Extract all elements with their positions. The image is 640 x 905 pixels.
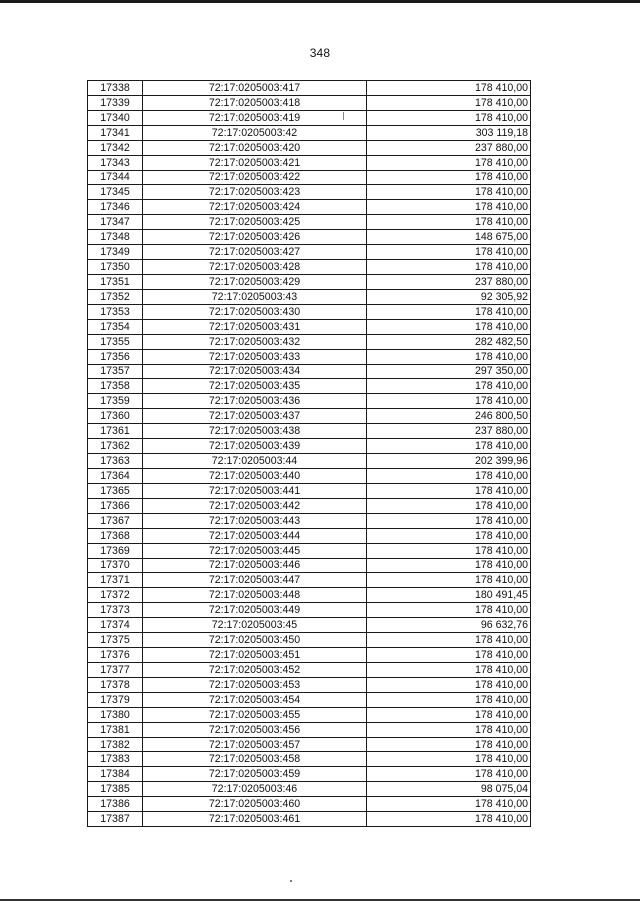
table-row	[88, 513, 531, 528]
cadastral-number-cell: 72:17:0205003:42	[143, 125, 367, 140]
table-row	[88, 797, 531, 812]
table-row	[88, 319, 531, 334]
row-number-cell: 17376	[88, 648, 143, 663]
cadastral-value-cell: 178 410,00	[367, 648, 531, 663]
cadastral-number-cell: 72:17:0205003:419	[143, 110, 367, 125]
row-number-cell: 17362	[88, 439, 143, 454]
cadastral-value-cell: 178 410,00	[367, 349, 531, 364]
row-number-cell: 17359	[88, 394, 143, 409]
cadastral-value-cell: 178 410,00	[367, 185, 531, 200]
cadastral-value-cell: 178 410,00	[367, 260, 531, 275]
table-row	[88, 140, 531, 155]
row-number-cell: 17381	[88, 722, 143, 737]
row-number-cell: 17345	[88, 185, 143, 200]
cadastral-number-cell: 72:17:0205003:432	[143, 334, 367, 349]
row-number-cell: 17343	[88, 155, 143, 170]
cadastral-value-cell: 178 410,00	[367, 662, 531, 677]
cadastral-number-cell: 72:17:0205003:45	[143, 618, 367, 633]
cadastral-number-cell: 72:17:0205003:451	[143, 648, 367, 663]
cadastral-number-cell: 72:17:0205003:425	[143, 215, 367, 230]
row-number-cell: 17341	[88, 125, 143, 140]
row-number-cell: 17370	[88, 558, 143, 573]
row-number-cell: 17352	[88, 289, 143, 304]
cadastral-number-cell: 72:17:0205003:460	[143, 797, 367, 812]
cadastral-number-cell: 72:17:0205003:46	[143, 782, 367, 797]
row-number-cell: 17364	[88, 468, 143, 483]
table-row	[88, 260, 531, 275]
row-number-cell: 17378	[88, 677, 143, 692]
cadastral-number-cell: 72:17:0205003:417	[143, 81, 367, 96]
cadastral-number-cell: 72:17:0205003:43	[143, 289, 367, 304]
table-row	[88, 528, 531, 543]
cadastral-value-cell: 178 410,00	[367, 439, 531, 454]
cadastral-number-cell: 72:17:0205003:426	[143, 230, 367, 245]
row-number-cell: 17383	[88, 752, 143, 767]
cadastral-number-cell: 72:17:0205003:453	[143, 677, 367, 692]
cadastral-value-cell: 178 410,00	[367, 543, 531, 558]
table-row	[88, 215, 531, 230]
row-number-cell: 17339	[88, 95, 143, 110]
cadastral-value-cell: 178 410,00	[367, 498, 531, 513]
row-number-cell: 17351	[88, 274, 143, 289]
table-row	[88, 409, 531, 424]
table-row	[88, 230, 531, 245]
cadastral-number-cell: 72:17:0205003:450	[143, 633, 367, 648]
cadastral-value-cell: 178 410,00	[367, 170, 531, 185]
table-row	[88, 364, 531, 379]
cadastral-value-cell: 178 410,00	[367, 200, 531, 215]
registry-table-body	[88, 81, 531, 827]
scan-mark	[343, 112, 344, 120]
cadastral-number-cell: 72:17:0205003:443	[143, 513, 367, 528]
table-row	[88, 81, 531, 96]
row-number-cell: 17385	[88, 782, 143, 797]
cadastral-value-cell: 202 399,96	[367, 454, 531, 469]
cadastral-value-cell: 282 482,50	[367, 334, 531, 349]
row-number-cell: 17373	[88, 603, 143, 618]
row-number-cell: 17354	[88, 319, 143, 334]
cadastral-value-cell: 246 800,50	[367, 409, 531, 424]
cadastral-value-cell: 178 410,00	[367, 573, 531, 588]
table-row	[88, 394, 531, 409]
table-row	[88, 767, 531, 782]
cadastral-number-cell: 72:17:0205003:454	[143, 692, 367, 707]
cadastral-value-cell: 178 410,00	[367, 603, 531, 618]
cadastral-value-cell: 178 410,00	[367, 319, 531, 334]
cadastral-number-cell: 72:17:0205003:440	[143, 468, 367, 483]
cadastral-number-cell: 72:17:0205003:433	[143, 349, 367, 364]
table-row	[88, 245, 531, 260]
row-number-cell: 17338	[88, 81, 143, 96]
cadastral-number-cell: 72:17:0205003:452	[143, 662, 367, 677]
cadastral-value-cell: 178 410,00	[367, 81, 531, 96]
row-number-cell: 17347	[88, 215, 143, 230]
table-row	[88, 125, 531, 140]
cadastral-number-cell: 72:17:0205003:442	[143, 498, 367, 513]
row-number-cell: 17349	[88, 245, 143, 260]
cadastral-number-cell: 72:17:0205003:434	[143, 364, 367, 379]
cadastral-value-cell: 92 305,92	[367, 289, 531, 304]
table-row	[88, 334, 531, 349]
row-number-cell: 17377	[88, 662, 143, 677]
table-row	[88, 483, 531, 498]
cadastral-number-cell: 72:17:0205003:420	[143, 140, 367, 155]
cadastral-value-cell: 178 410,00	[367, 468, 531, 483]
table-row	[88, 692, 531, 707]
table-row	[88, 379, 531, 394]
table-row	[88, 170, 531, 185]
cadastral-number-cell: 72:17:0205003:435	[143, 379, 367, 394]
row-number-cell: 17365	[88, 483, 143, 498]
cadastral-value-cell: 178 410,00	[367, 737, 531, 752]
cadastral-value-cell: 303 119,18	[367, 125, 531, 140]
cadastral-number-cell: 72:17:0205003:44	[143, 454, 367, 469]
table-row	[88, 707, 531, 722]
table-row	[88, 454, 531, 469]
cadastral-number-cell: 72:17:0205003:461	[143, 812, 367, 827]
row-number-cell: 17348	[88, 230, 143, 245]
table-row	[88, 677, 531, 692]
cadastral-number-cell: 72:17:0205003:448	[143, 588, 367, 603]
cadastral-value-cell: 98 075,04	[367, 782, 531, 797]
table-row	[88, 752, 531, 767]
cadastral-value-cell: 178 410,00	[367, 812, 531, 827]
cadastral-number-cell: 72:17:0205003:447	[143, 573, 367, 588]
table-row	[88, 618, 531, 633]
row-number-cell: 17344	[88, 170, 143, 185]
cadastral-number-cell: 72:17:0205003:437	[143, 409, 367, 424]
cadastral-value-cell: 237 880,00	[367, 140, 531, 155]
top-rule	[0, 0, 640, 3]
cadastral-number-cell: 72:17:0205003:439	[143, 439, 367, 454]
cadastral-value-cell: 148 675,00	[367, 230, 531, 245]
cadastral-number-cell: 72:17:0205003:458	[143, 752, 367, 767]
table-row	[88, 155, 531, 170]
page-number: 348	[309, 46, 331, 60]
table-row	[88, 722, 531, 737]
table-row	[88, 603, 531, 618]
row-number-cell: 17363	[88, 454, 143, 469]
cadastral-value-cell: 178 410,00	[367, 797, 531, 812]
row-number-cell: 17386	[88, 797, 143, 812]
cadastral-value-cell: 178 410,00	[367, 394, 531, 409]
row-number-cell: 17350	[88, 260, 143, 275]
cadastral-value-cell: 178 410,00	[367, 752, 531, 767]
row-number-cell: 17346	[88, 200, 143, 215]
table-row	[88, 95, 531, 110]
cadastral-number-cell: 72:17:0205003:427	[143, 245, 367, 260]
row-number-cell: 17369	[88, 543, 143, 558]
row-number-cell: 17355	[88, 334, 143, 349]
row-number-cell: 17384	[88, 767, 143, 782]
cadastral-value-cell: 178 410,00	[367, 528, 531, 543]
cadastral-number-cell: 72:17:0205003:459	[143, 767, 367, 782]
row-number-cell: 17368	[88, 528, 143, 543]
registry-table	[87, 80, 531, 827]
row-number-cell: 17361	[88, 424, 143, 439]
cadastral-value-cell: 178 410,00	[367, 677, 531, 692]
cadastral-value-cell: 237 880,00	[367, 424, 531, 439]
row-number-cell: 17357	[88, 364, 143, 379]
table-row	[88, 200, 531, 215]
row-number-cell: 17382	[88, 737, 143, 752]
row-number-cell: 17358	[88, 379, 143, 394]
row-number-cell: 17366	[88, 498, 143, 513]
table-row	[88, 349, 531, 364]
table-row	[88, 648, 531, 663]
table-row	[88, 274, 531, 289]
cadastral-value-cell: 178 410,00	[367, 692, 531, 707]
cadastral-value-cell: 178 410,00	[367, 722, 531, 737]
row-number-cell: 17375	[88, 633, 143, 648]
cadastral-value-cell: 178 410,00	[367, 633, 531, 648]
table-row	[88, 662, 531, 677]
bottom-rule	[0, 899, 640, 901]
table-row	[88, 737, 531, 752]
table-row	[88, 782, 531, 797]
cadastral-number-cell: 72:17:0205003:445	[143, 543, 367, 558]
table-row	[88, 110, 531, 125]
cadastral-value-cell: 96 632,76	[367, 618, 531, 633]
table-row	[88, 558, 531, 573]
cadastral-value-cell: 178 410,00	[367, 513, 531, 528]
cadastral-number-cell: 72:17:0205003:421	[143, 155, 367, 170]
cadastral-number-cell: 72:17:0205003:455	[143, 707, 367, 722]
row-number-cell: 17353	[88, 304, 143, 319]
cadastral-value-cell: 297 350,00	[367, 364, 531, 379]
cadastral-number-cell: 72:17:0205003:431	[143, 319, 367, 334]
cadastral-number-cell: 72:17:0205003:449	[143, 603, 367, 618]
table-row	[88, 498, 531, 513]
row-number-cell: 17372	[88, 588, 143, 603]
cadastral-number-cell: 72:17:0205003:422	[143, 170, 367, 185]
cadastral-value-cell: 237 880,00	[367, 274, 531, 289]
cadastral-value-cell: 178 410,00	[367, 379, 531, 394]
cadastral-number-cell: 72:17:0205003:457	[143, 737, 367, 752]
cadastral-value-cell: 178 410,00	[367, 155, 531, 170]
row-number-cell: 17356	[88, 349, 143, 364]
scan-dot	[290, 880, 292, 882]
cadastral-value-cell: 178 410,00	[367, 95, 531, 110]
cadastral-value-cell: 178 410,00	[367, 245, 531, 260]
table-row	[88, 588, 531, 603]
table-row	[88, 185, 531, 200]
cadastral-value-cell: 178 410,00	[367, 483, 531, 498]
row-number-cell: 17387	[88, 812, 143, 827]
cadastral-number-cell: 72:17:0205003:438	[143, 424, 367, 439]
row-number-cell: 17360	[88, 409, 143, 424]
row-number-cell: 17380	[88, 707, 143, 722]
table-row	[88, 812, 531, 827]
cadastral-value-cell: 178 410,00	[367, 707, 531, 722]
cadastral-number-cell: 72:17:0205003:429	[143, 274, 367, 289]
table-row	[88, 573, 531, 588]
row-number-cell: 17367	[88, 513, 143, 528]
table-row	[88, 304, 531, 319]
cadastral-number-cell: 72:17:0205003:441	[143, 483, 367, 498]
cadastral-number-cell: 72:17:0205003:424	[143, 200, 367, 215]
cadastral-number-cell: 72:17:0205003:423	[143, 185, 367, 200]
cadastral-number-cell: 72:17:0205003:444	[143, 528, 367, 543]
cadastral-number-cell: 72:17:0205003:428	[143, 260, 367, 275]
cadastral-number-cell: 72:17:0205003:430	[143, 304, 367, 319]
table-row	[88, 633, 531, 648]
table-row	[88, 439, 531, 454]
cadastral-number-cell: 72:17:0205003:436	[143, 394, 367, 409]
cadastral-number-cell: 72:17:0205003:456	[143, 722, 367, 737]
table-row	[88, 468, 531, 483]
cadastral-value-cell: 178 410,00	[367, 767, 531, 782]
row-number-cell: 17379	[88, 692, 143, 707]
cadastral-value-cell: 178 410,00	[367, 215, 531, 230]
table-row	[88, 289, 531, 304]
row-number-cell: 17371	[88, 573, 143, 588]
row-number-cell: 17342	[88, 140, 143, 155]
cadastral-number-cell: 72:17:0205003:446	[143, 558, 367, 573]
cadastral-number-cell: 72:17:0205003:418	[143, 95, 367, 110]
row-number-cell: 17340	[88, 110, 143, 125]
cadastral-value-cell: 178 410,00	[367, 558, 531, 573]
cadastral-value-cell: 178 410,00	[367, 110, 531, 125]
table-row	[88, 424, 531, 439]
row-number-cell: 17374	[88, 618, 143, 633]
table-row	[88, 543, 531, 558]
cadastral-value-cell: 178 410,00	[367, 304, 531, 319]
cadastral-value-cell: 180 491,45	[367, 588, 531, 603]
